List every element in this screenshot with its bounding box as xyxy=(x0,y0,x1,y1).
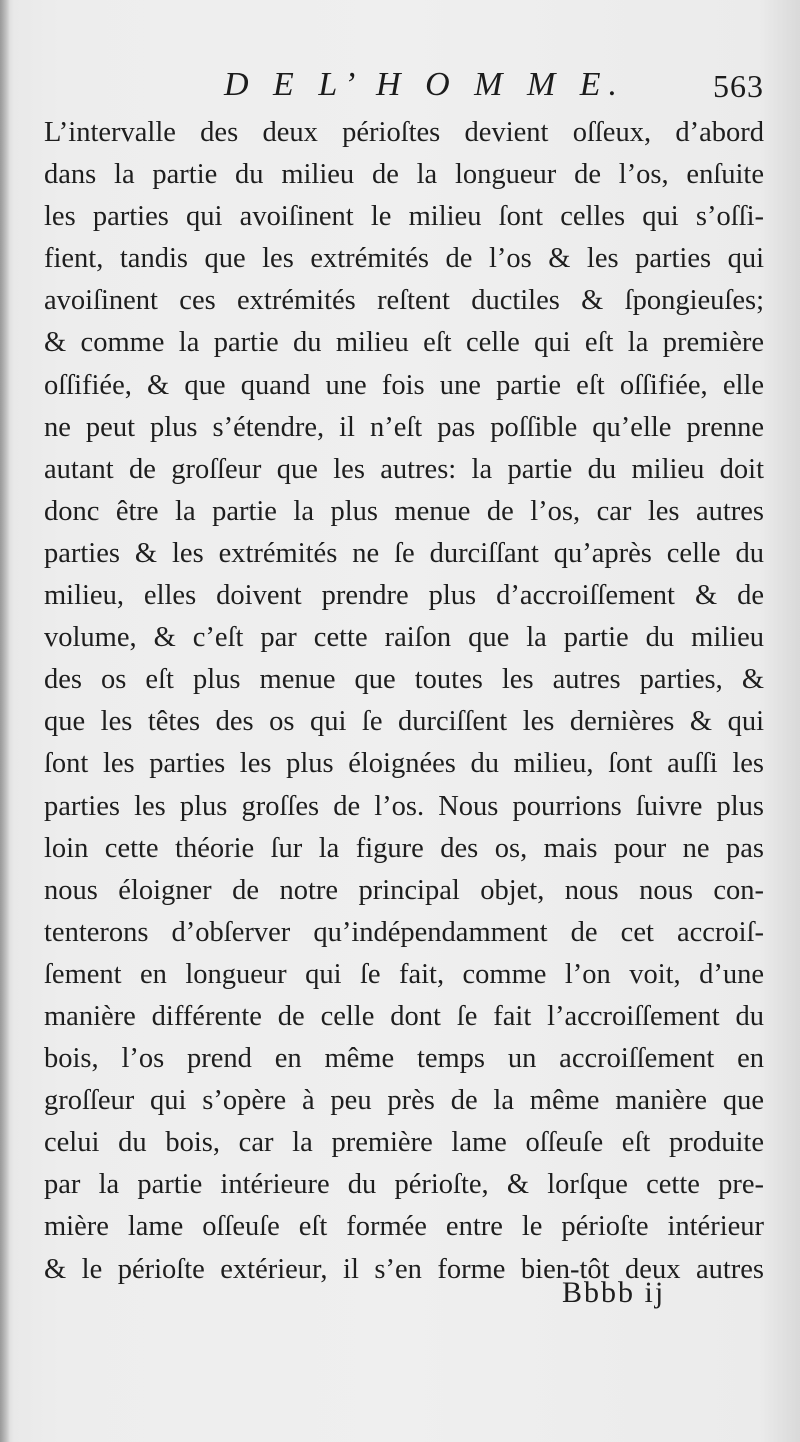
text-line: & comme la partie du milieu eſt celle qui eſt la première xyxy=(44,327,764,359)
text-line: par la partie intérieure du périoſte, & lorſque cette pre- xyxy=(44,1169,764,1201)
text-line: nous éloigner de notre principal objet, nous nous con- xyxy=(44,874,764,906)
text-line: ſont les parties les plus éloignées du milieu, ſont auſſi les xyxy=(44,748,764,780)
text-line: parties les plus groſſes de l’os. Nous pourrions ſuivre plus xyxy=(44,790,764,822)
body-text xyxy=(44,112,764,1291)
text-line: les parties qui avoiſinent le milieu ſont celles qui s’oſſi- xyxy=(44,201,764,233)
text-line: parties & les extrémités ne ſe durciſſant qu’après celle du xyxy=(44,537,764,569)
text-line: mière lame oſſeuſe eſt formée entre le périoſte intérieur xyxy=(44,1211,764,1243)
text-line: que les têtes des os qui ſe durciſſent les dernières & qui xyxy=(44,706,764,738)
text-line: volume, & c’eſt par cette raiſon que la partie du milieu xyxy=(44,622,764,654)
text-line: autant de groſſeur que les autres: la partie du milieu doit xyxy=(44,453,764,485)
text-line: celui du bois, car la première lame oſſeuſe eſt produite xyxy=(44,1127,764,1159)
text-line: & le périoſte extérieur, il s’en forme bien-tôt deux autres xyxy=(44,1253,764,1285)
text-line: loin cette théorie ſur la figure des os, mais pour ne pas xyxy=(44,832,764,864)
text-line: L’intervalle des deux périoſtes devient oſſeux, d’abord xyxy=(44,117,764,148)
text-line: manière différente de celle dont ſe fait l’accroiſſement du xyxy=(44,1000,764,1032)
text-line: tenterons d’obſerver qu’indépendamment de cet accroiſ- xyxy=(44,916,764,948)
text-line: groſſeur qui s’opère à peu près de la même manière que xyxy=(44,1085,764,1117)
running-title: D E L’ H O M M E. xyxy=(224,66,626,103)
text-line: dans la partie du milieu de la longueur de l’os, enſuite xyxy=(44,159,764,191)
running-head xyxy=(44,66,764,110)
text-line: bois, l’os prend en même temps un accroiſſement en xyxy=(44,1043,764,1075)
text-line: fient, tandis que les extrémités de l’os & les parties qui xyxy=(44,243,764,275)
binding-shadow xyxy=(0,0,10,1442)
text-line: avoiſinent ces extrémités reſtent ductiles & ſpongieuſes; xyxy=(44,285,764,317)
text-line: oſſifiée, & que quand une fois une partie eſt oſſifiée, elle xyxy=(44,369,764,401)
text-line: ſement en longueur qui ſe fait, comme l’on voit, d’une xyxy=(44,958,764,990)
signature-mark: Bbbb ij xyxy=(562,1276,666,1309)
text-line: donc être la partie la plus menue de l’os, car les autres xyxy=(44,495,764,527)
page-number: 563 xyxy=(713,68,764,104)
text-line: des os eſt plus menue que toutes les autres parties, & xyxy=(44,664,764,696)
text-line: ne peut plus s’étendre, il n’eſt pas poſſible qu’elle prenne xyxy=(44,411,764,443)
text-line: milieu, elles doivent prendre plus d’accroiſſement & de xyxy=(44,580,764,612)
